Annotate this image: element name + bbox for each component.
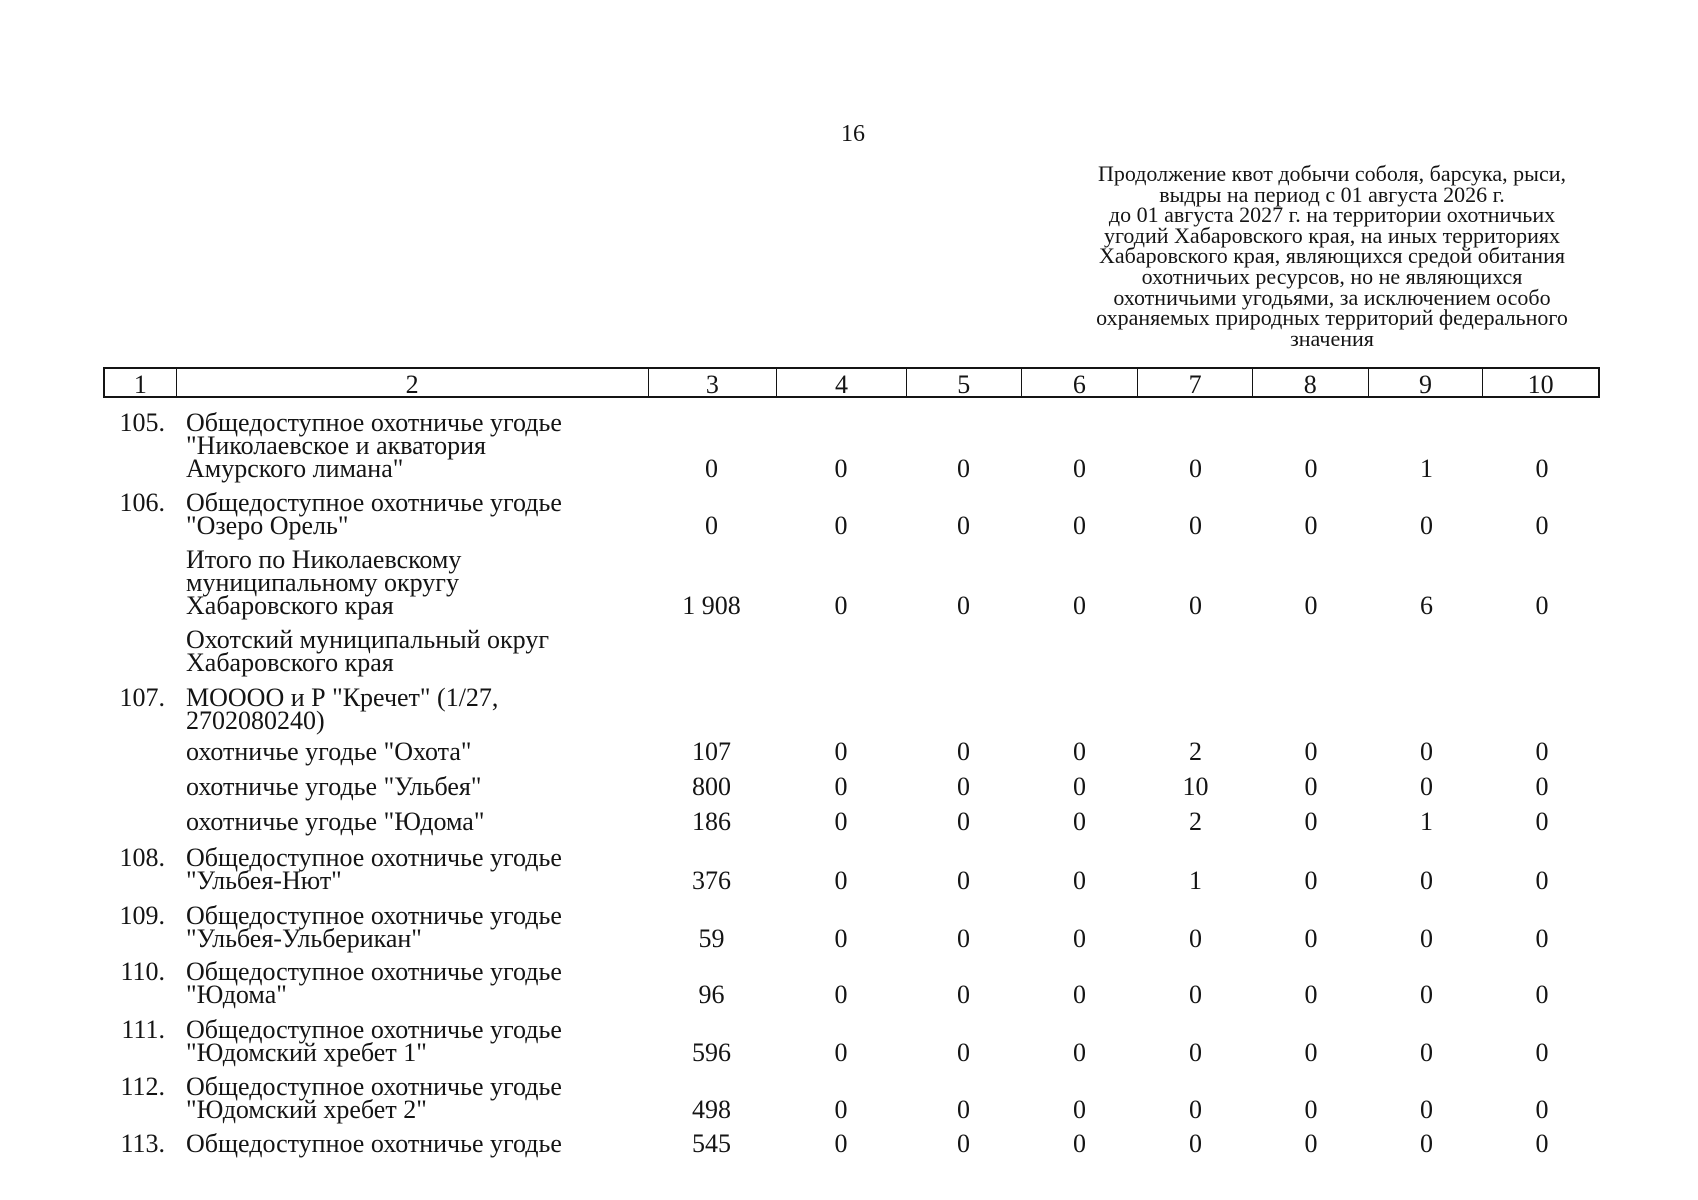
- caption-line: до 01 августа 2027 г. на территории охотничьих: [1108, 202, 1556, 228]
- value-cell: 0: [957, 1129, 970, 1158]
- row-text: [174, 683, 647, 735]
- row-number: 107.: [119, 683, 165, 712]
- value-cell: 0: [1189, 1129, 1202, 1158]
- row-text: [174, 737, 647, 766]
- table-row: [103, 408, 1600, 483]
- value-cell: 0: [1304, 1038, 1318, 1067]
- value-cell: 1: [1189, 866, 1202, 895]
- value-cell: 2: [1189, 807, 1202, 836]
- value-cell: 0: [1420, 1129, 1433, 1158]
- row-text-line: Общедоступное охотничье угодье: [186, 843, 562, 872]
- value-cell: 0: [834, 1129, 848, 1158]
- table-row: [103, 1072, 1600, 1124]
- value-cell: 0: [1420, 772, 1433, 801]
- caption-line: значения: [1290, 325, 1374, 351]
- caption-line: охотничьих ресурсов, но не являющихся: [1141, 263, 1523, 289]
- row-text-line: Общедоступное охотничье угодье: [186, 901, 562, 930]
- value-cell: 0: [1420, 1095, 1433, 1124]
- header-cell: 3: [648, 369, 777, 396]
- value-cell: 0: [1535, 737, 1549, 766]
- row-text-line: Итого по Николаевскому: [186, 545, 462, 574]
- row-text-line: "Николаевское и акватория: [186, 431, 486, 460]
- header-cell: 10: [1482, 369, 1598, 396]
- value-cell: 0: [834, 807, 848, 836]
- row-text-line: "Юдомский хребет 1": [186, 1038, 427, 1067]
- value-cell: 0: [1535, 511, 1549, 540]
- row-text-line: Общедоступное охотничье угодье: [186, 957, 562, 986]
- row-text-line: охотничье угодье "Юдома": [186, 807, 485, 836]
- row-text: [174, 1129, 647, 1158]
- value-cell: 0: [957, 591, 970, 620]
- value-cell: 0: [834, 511, 848, 540]
- value-cell: 0: [705, 511, 718, 540]
- row-text: [174, 772, 647, 801]
- value-cell: 0: [1535, 591, 1549, 620]
- row-text: [174, 488, 647, 540]
- value-cell: 186: [692, 807, 731, 836]
- header-cell: 8: [1252, 369, 1368, 396]
- row-text: [174, 408, 647, 483]
- row-text-line: "Юдома": [186, 980, 287, 1009]
- caption-line: охраняемых природных территорий федерального: [1096, 305, 1568, 331]
- caption-line: угодий Хабаровского края, на иных территориях: [1103, 222, 1561, 248]
- value-cell: 0: [1535, 924, 1549, 953]
- value-cell: 10: [1182, 772, 1209, 801]
- value-cell: 2: [1189, 737, 1202, 766]
- value-cell: 0: [1304, 807, 1318, 836]
- page-number: 16: [841, 121, 865, 147]
- value-cell: 0: [1535, 454, 1549, 483]
- value-cell: 545: [692, 1129, 731, 1158]
- row-text-line: "Ульбея-Нют": [186, 866, 342, 895]
- value-cell: 0: [1073, 924, 1086, 953]
- value-cell: 0: [1535, 1095, 1549, 1124]
- header-cell: 5: [906, 369, 1021, 396]
- row-number: 111.: [121, 1015, 165, 1044]
- value-cell: 0: [1073, 866, 1086, 895]
- header-cell: 2: [176, 369, 648, 396]
- value-cell: 0: [1304, 737, 1318, 766]
- value-cell: 0: [1420, 737, 1433, 766]
- value-cell: 0: [1189, 1038, 1202, 1067]
- header-cell: 4: [776, 369, 906, 396]
- row-text-line: МОООО и Р "Кречет" (1/27,: [186, 683, 499, 712]
- table-row: [103, 737, 1600, 766]
- row-number: 105.: [119, 408, 165, 437]
- value-cell: 0: [957, 772, 970, 801]
- row-number: 109.: [119, 901, 165, 930]
- value-cell: 0: [1073, 1095, 1086, 1124]
- caption-line: Хабаровского края, являющихся средой обитания: [1099, 243, 1565, 269]
- value-cell: 0: [1420, 866, 1433, 895]
- value-cell: 0: [1189, 924, 1202, 953]
- value-cell: 1 908: [682, 591, 741, 620]
- table-row: [103, 843, 1600, 895]
- value-cell: 0: [1304, 980, 1318, 1009]
- row-text: [174, 957, 647, 1009]
- value-cell: 0: [1073, 591, 1086, 620]
- value-cell: 0: [1535, 772, 1549, 801]
- value-cell: 0: [1420, 980, 1433, 1009]
- value-cell: 0: [834, 591, 848, 620]
- value-cell: 0: [1420, 924, 1433, 953]
- value-cell: 0: [1304, 1129, 1318, 1158]
- row-text: [174, 807, 647, 836]
- row-text-line: Общедоступное охотничье угодье: [186, 1015, 562, 1044]
- row-number: 106.: [119, 488, 165, 517]
- value-cell: 0: [957, 454, 970, 483]
- value-cell: 0: [1535, 1038, 1549, 1067]
- row-text: [174, 545, 647, 620]
- value-cell: 0: [1073, 454, 1086, 483]
- value-cell: 0: [1535, 866, 1549, 895]
- value-cell: 0: [834, 924, 848, 953]
- value-cell: 0: [1304, 772, 1318, 801]
- value-cell: 0: [1073, 737, 1086, 766]
- value-cell: 0: [1304, 866, 1318, 895]
- value-cell: 0: [1304, 924, 1318, 953]
- table-row: [103, 625, 1600, 677]
- value-cell: 0: [957, 980, 970, 1009]
- value-cell: 0: [957, 511, 970, 540]
- table-row: [103, 957, 1600, 1009]
- caption-line: охотничьими угодьями, за исключением особо: [1113, 284, 1551, 310]
- row-text: [174, 843, 647, 895]
- value-cell: 0: [1304, 511, 1318, 540]
- value-cell: 0: [834, 454, 848, 483]
- value-cell: 0: [1073, 980, 1086, 1009]
- table-row: [103, 807, 1600, 836]
- value-cell: 107: [692, 737, 731, 766]
- row-text-line: охотничье угодье "Ульбея": [186, 772, 482, 801]
- row-text-line: Хабаровского края: [186, 591, 394, 620]
- value-cell: 96: [698, 980, 725, 1009]
- header-cell: 7: [1137, 369, 1252, 396]
- value-cell: 0: [957, 924, 970, 953]
- value-cell: 0: [957, 1095, 970, 1124]
- value-cell: 0: [1189, 454, 1202, 483]
- value-cell: 596: [692, 1038, 731, 1067]
- value-cell: 0: [1535, 1129, 1549, 1158]
- value-cell: 0: [834, 980, 848, 1009]
- row-text-line: Хабаровского края: [186, 648, 394, 677]
- value-cell: 0: [1073, 1038, 1086, 1067]
- header-cell: 9: [1368, 369, 1483, 396]
- value-cell: 498: [692, 1095, 731, 1124]
- row-text-line: Общедоступное охотничье угодье: [186, 408, 562, 437]
- value-cell: 0: [957, 1038, 970, 1067]
- value-cell: 0: [1189, 591, 1202, 620]
- table-row: [103, 901, 1600, 953]
- value-cell: 0: [705, 454, 718, 483]
- value-cell: 0: [834, 772, 848, 801]
- table-row: [103, 1015, 1600, 1067]
- value-cell: 800: [692, 772, 731, 801]
- row-text-line: 2702080240): [186, 706, 325, 735]
- value-cell: 0: [1535, 807, 1549, 836]
- value-cell: 0: [1073, 1129, 1086, 1158]
- row-text-line: муниципальному округу: [186, 568, 459, 597]
- row-text-line: "Озеро Орель": [186, 511, 349, 540]
- value-cell: 0: [1189, 511, 1202, 540]
- row-number: 112.: [120, 1072, 165, 1101]
- header-cell: 1: [133, 370, 147, 399]
- value-cell: 0: [957, 807, 970, 836]
- value-cell: 0: [1304, 591, 1318, 620]
- value-cell: 0: [1304, 1095, 1318, 1124]
- value-cell: 0: [834, 866, 848, 895]
- value-cell: 0: [1420, 511, 1433, 540]
- value-cell: 1: [1420, 807, 1433, 836]
- header-cell: 6: [1021, 369, 1138, 396]
- row-text-line: Охотский муниципальный округ: [186, 625, 549, 654]
- value-cell: 0: [1535, 980, 1549, 1009]
- value-cell: 0: [957, 866, 970, 895]
- row-text-line: "Юдомский хребет 2": [186, 1095, 427, 1124]
- value-cell: 0: [1073, 807, 1086, 836]
- value-cell: 0: [834, 1095, 848, 1124]
- table-row: [103, 683, 1600, 735]
- value-cell: 0: [1189, 1095, 1202, 1124]
- row-number: 113.: [120, 1129, 165, 1158]
- table-row: [103, 1129, 1600, 1158]
- table-row: [103, 488, 1600, 540]
- table-row: [103, 545, 1600, 620]
- row-text: [174, 1015, 647, 1067]
- row-text-line: "Ульбея-Ульберикан": [186, 924, 422, 953]
- row-text-line: Общедоступное охотничье угодье: [186, 488, 562, 517]
- value-cell: 0: [1304, 454, 1318, 483]
- row-text-line: охотничье угодье "Охота": [186, 737, 472, 766]
- row-text-line: Амурского лимана": [186, 454, 404, 483]
- value-cell: 0: [834, 1038, 848, 1067]
- row-text-line: Общедоступное охотничье угодье: [186, 1072, 562, 1101]
- row-number: 110.: [120, 957, 165, 986]
- caption-line: Продолжение квот добычи соболя, барсука, рыси,: [1097, 161, 1566, 186]
- value-cell: 0: [834, 737, 848, 766]
- value-cell: 1: [1420, 454, 1433, 483]
- row-text: [174, 901, 647, 953]
- row-number: 108.: [119, 843, 165, 872]
- value-cell: 0: [957, 737, 970, 766]
- value-cell: 6: [1420, 591, 1433, 620]
- value-cell: 0: [1073, 511, 1086, 540]
- row-text: [174, 625, 647, 677]
- table-row: [103, 772, 1600, 801]
- value-cell: 0: [1073, 772, 1086, 801]
- value-cell: 0: [1189, 980, 1202, 1009]
- value-cell: 59: [698, 924, 725, 953]
- caption-line: выдры на период с 01 августа 2026 г.: [1159, 181, 1505, 207]
- value-cell: 0: [1420, 1038, 1433, 1067]
- row-text: [174, 1072, 647, 1124]
- value-cell: 376: [692, 866, 731, 895]
- row-text-line: Общедоступное охотничье угодье: [186, 1129, 562, 1158]
